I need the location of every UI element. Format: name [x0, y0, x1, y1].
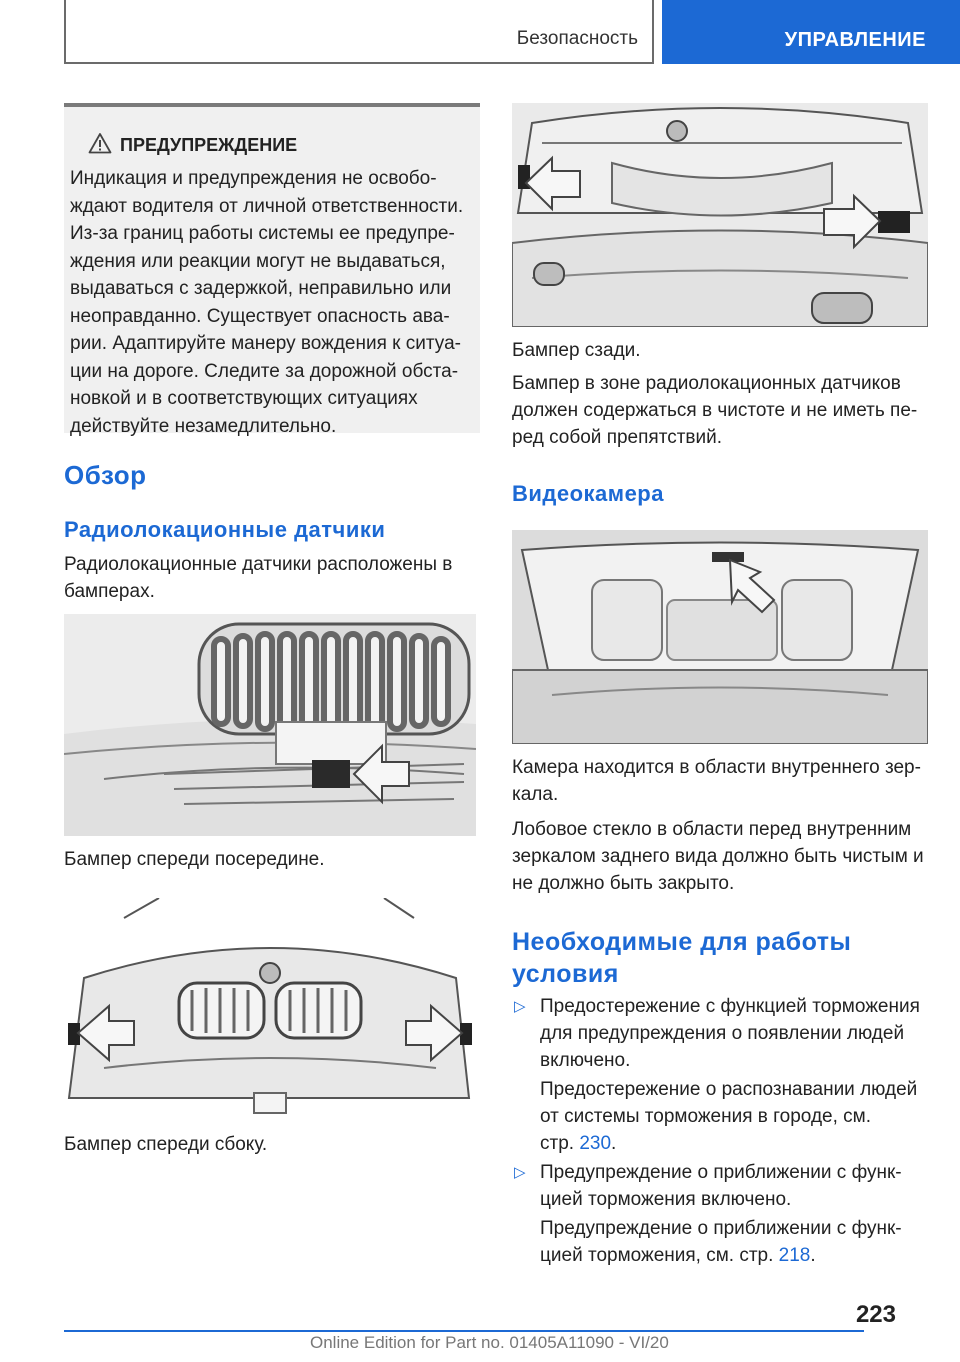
warning-line: ждают водителя от личной ответственности.	[70, 195, 464, 217]
footer-edition: Online Edition for Part no. 01405A11090 - VI/20	[310, 1333, 669, 1352]
radar-sensors-text: Радиолокационные датчики расположены в бамперах.	[64, 554, 453, 602]
footer-rule	[64, 1330, 864, 1332]
front-side-caption: Бампер спереди сбоку.	[64, 1134, 268, 1155]
bullet-2-text: Предупреждение о приближении с функ- цией торможения включено.	[540, 1162, 902, 1210]
camera-heading: Видеокамера	[512, 481, 664, 506]
header-rule-mid	[652, 0, 654, 64]
page-ref-link-218[interactable]: 218	[778, 1245, 811, 1266]
bullet-2-marker-icon: ▷	[514, 1164, 526, 1181]
page-number: 223	[855, 1301, 896, 1328]
rear-bumper-figure	[512, 103, 928, 327]
front-bumper-side-figure	[64, 898, 476, 1120]
warning-line: Индикация и предупреждения не освобо-	[70, 168, 437, 189]
header-rule-bottom	[64, 62, 654, 64]
warning-box	[64, 103, 480, 437]
header-rule-left	[64, 0, 66, 64]
front-center-caption: Бампер спереди посередине.	[64, 849, 325, 870]
bullet-1-subtext: Предостережение о распознавании людей от системы торможения в городе, см. стр. 230.	[540, 1079, 918, 1154]
warning-line: действуйте незамедлительно.	[70, 415, 337, 437]
header-chapter-label: УПРАВЛЕНИЕ	[784, 29, 926, 51]
warning-triangle-icon	[88, 132, 112, 154]
conditions-heading: Необходимые для работы условия	[512, 928, 852, 988]
radar-sensors-heading: Радиолокационные датчики	[64, 517, 386, 542]
page-ref-link-230[interactable]: 230	[579, 1133, 612, 1154]
warning-text	[70, 165, 480, 440]
front-bumper-center-figure	[64, 614, 476, 836]
header-section-title: Безопасность	[516, 28, 638, 49]
header-chapter-tab[interactable]	[662, 0, 960, 64]
warning-line: рии. Адаптируйте манеру вождения к ситуа-	[70, 333, 461, 354]
overview-heading: Обзор	[64, 460, 147, 490]
warning-line: ждения или реакции могут не выдаваться,	[70, 250, 446, 272]
warning-line: неоправданно. Существует опасность ава-	[70, 305, 450, 327]
bullet-1-text: Предостережение с функцией торможения для предупреждения о появлении людей включено.	[540, 996, 920, 1071]
bullet-1-marker-icon: ▷	[514, 998, 526, 1015]
bullet-2-subtext: Предупреждение о приближении с функ- цией торможения, см. стр. 218.	[540, 1218, 902, 1266]
rear-bumper-text: Бампер в зоне радиолокационных датчиков должен содержаться в чистоте и не иметь пе- ред собой препятствий.	[512, 373, 918, 448]
warning-line: выдаваться с задержкой, неправильно или	[70, 278, 452, 299]
warning-line: новкой и в соответствующих ситуациях	[70, 388, 418, 409]
camera-caption: Камера находится в области внутреннего зер- кала.	[512, 757, 921, 805]
warning-line: ции на дороге. Следите за дорожной обста-	[70, 360, 459, 382]
camera-text: Лобовое стекло в области перед внутренним зеркалом заднего вида должно быть чистым и не должно быть закрыто.	[512, 819, 924, 894]
warning-line: Из-за границ работы системы ее предупре-	[70, 223, 455, 244]
camera-figure	[512, 530, 928, 744]
rear-caption: Бампер сзади.	[512, 340, 641, 361]
warning-title: ПРЕДУПРЕЖДЕНИЕ	[120, 135, 298, 155]
